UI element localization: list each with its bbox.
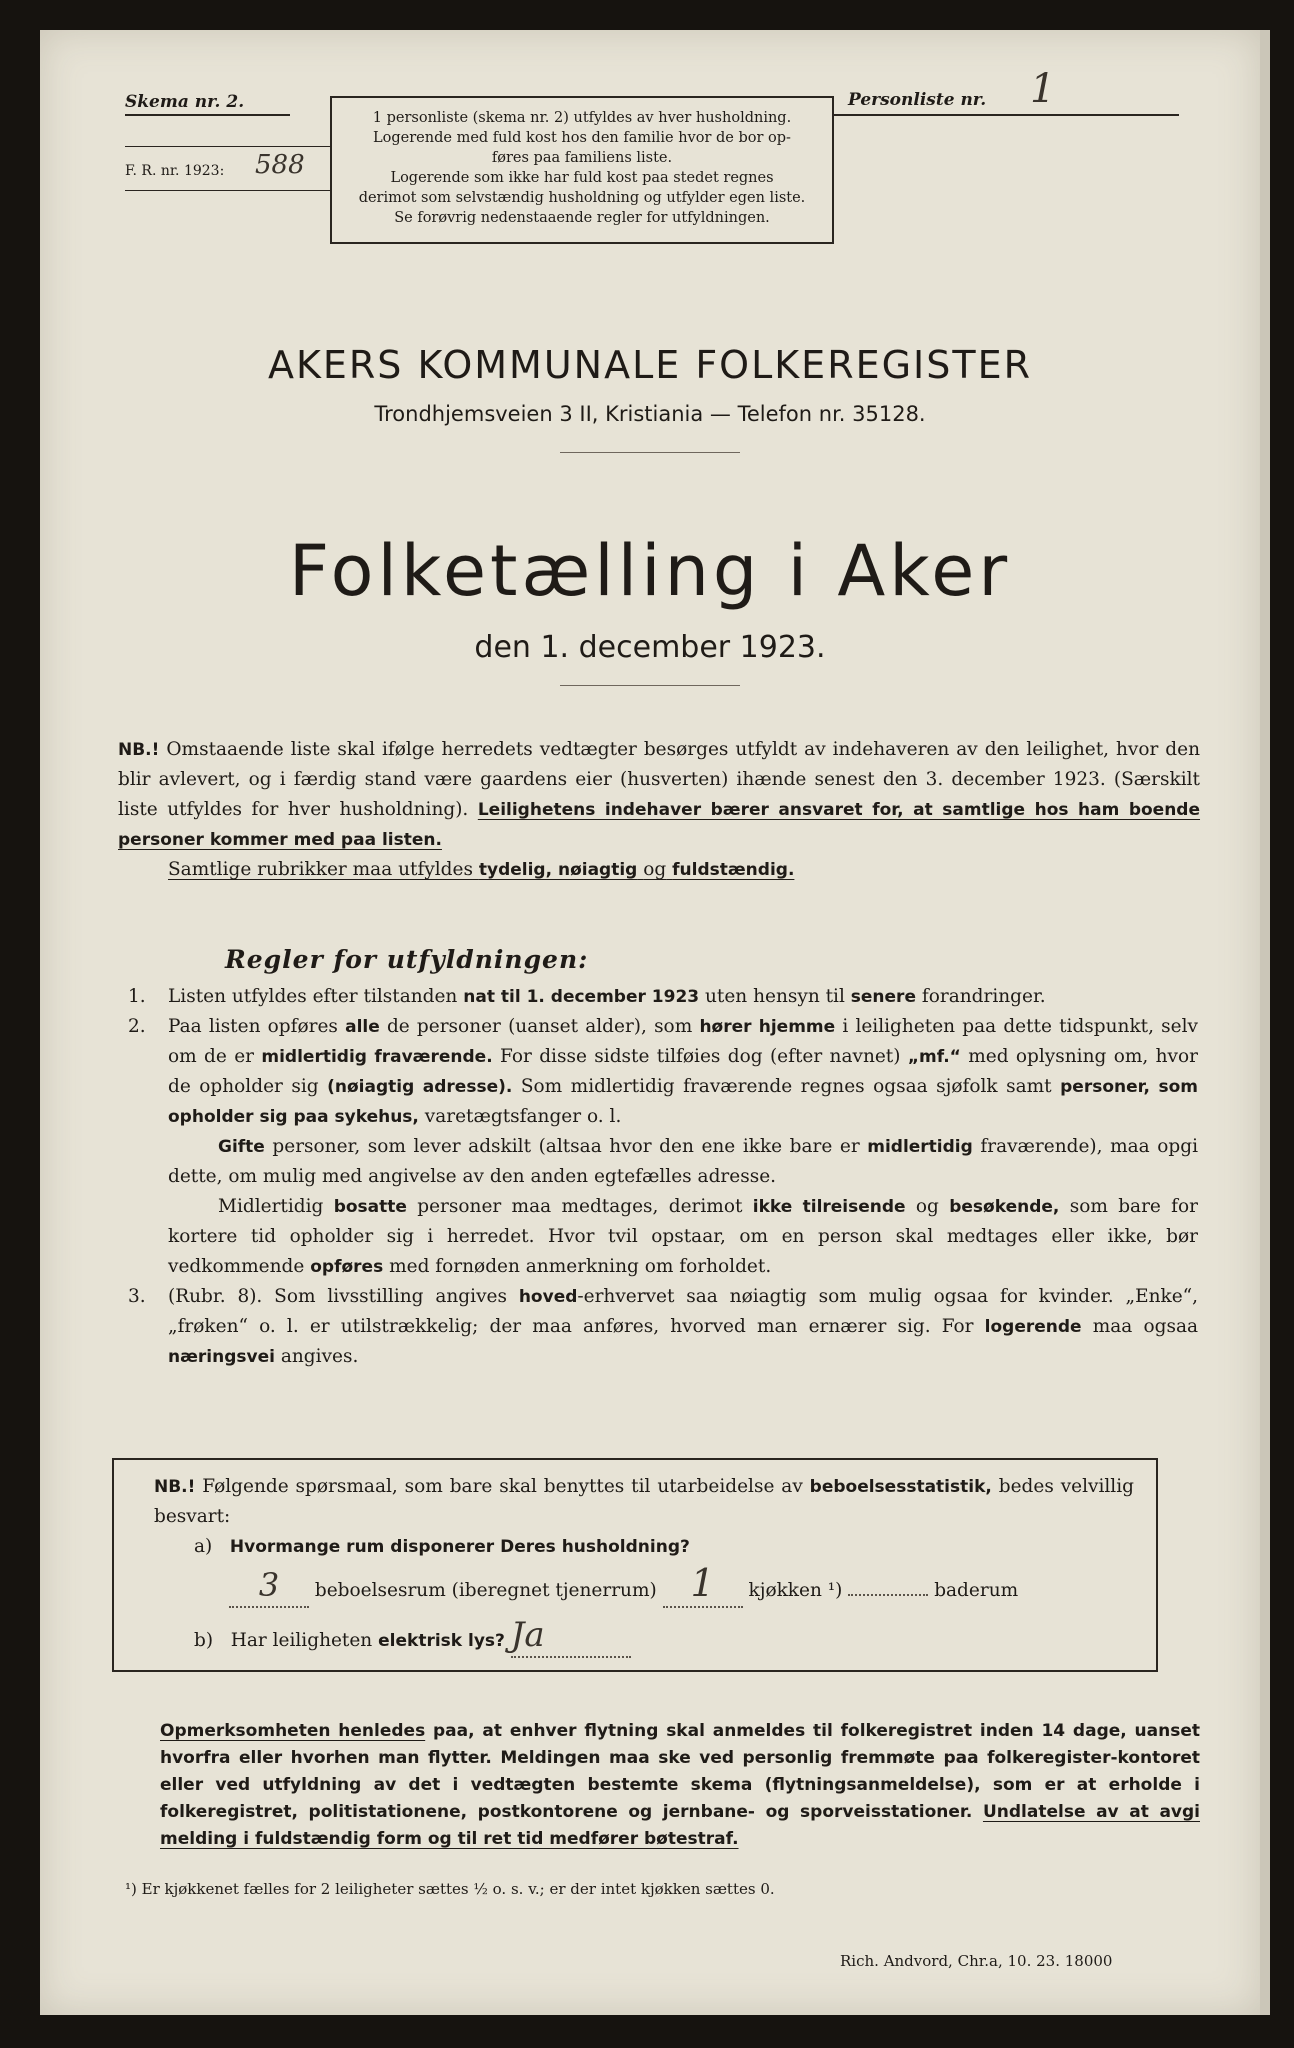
rule-3: 3. (Rubr. 8). Som livsstilling angives hoved-erhvervet saa nøiagtig som mulig ogsaa for kvinder. „Enke“, „frøken“ o. l. er utilstrækkelig; der maa anføres, hvorved man ernærer sig. For logerende maa ogsaa næringsvei angives. [128,1286,1199,1367]
skema-underline [125,114,290,116]
rules-list [128,982,1198,1372]
personliste-label: Personliste nr. [848,90,987,110]
personliste-number-handwritten: 1 [1030,66,1056,112]
nb2-intro: NB.! Følgende spørsmaal, som bare skal benyttes til utarbeidelse av beboelsesstatistik, bedes velvillig besvart: [154,1476,1134,1527]
skema-separator [125,146,330,147]
box-line-5: derimot som selvstændig husholdning og utfylder egen liste. [358,190,806,206]
census-date: den 1. december 1923. [474,630,826,665]
moving-notice: Opmerksomheten henledes paa, at enhver flytning skal anmeldes til folkeregistret inden 14 dage, uanset hvorfra eller hvorhen man flytter. Meldingen maa ske ved personlig fremmøte paa folkeregister-kontoret eller ved utfyldning av det i vedtægten bestemte skema (flytningsanmeldelse), som er at erholde i folkeregistret, politistationene, postkontorene og jernbane- og sporveisstationer. Undlatelse av at avgi melding i fuldstændig form og til ret tid medfører bøtestraf. [160,1721,1200,1849]
title-divider-1 [560,452,740,453]
fr-separator [125,190,330,191]
page-title: Folketælling i Aker [288,530,1012,612]
nb1-bold-b: fuldstændig. [672,860,795,880]
title-divider-2 [560,685,740,686]
printer-line: Rich. Andvord, Chr.a, 10. 23. 18000 [840,1952,1113,1970]
nb1-bold-a: tydelig, nøiagtig [478,860,638,880]
footnote: ¹) Er kjøkkenet fælles for 2 leiligheter sættes ½ o. s. v.; er der intet kjøkken sættes 0. [125,1880,775,1898]
box-line-4: Logerende som ikke har fuld kost paa stedet regnes [390,170,774,186]
fr-number-handwritten: 588 [255,150,305,180]
kitchen-value-handwritten[interactable]: 1 [690,1561,715,1605]
office-name: AKERS KOMMUNALE FOLKEREGISTER [267,343,1033,387]
household-instructions-box [330,96,834,244]
rooms-answer-line [229,1561,1129,1608]
nb1-text-1: Omstaaende liste skal ifølge herredets vedtægter besørges utfyldt av indehaveren av den leilighet, hvor den blir avlevert, og i færdig stand være gaardens eier (husverten) ihænde senest den 3. december 1923. (Særskilt liste utfyldes for hver husholdning). [118,739,1200,820]
nb-label: NB.! [118,740,160,760]
personliste-underline [834,114,1179,116]
box-line-3: føres paa familiens liste. [491,150,673,166]
box-line-6: Se forøvrig nedenstaaende regler for utfyldningen. [394,210,770,226]
office-address: Trondhjemsveien 3 II, Kristiania — Telefon nr. 35128. [374,402,926,426]
box-line-2: Logerende med fuld kost hos den familie hvor de bor op- [373,130,791,146]
nb1-responsibility: Leilighetens indehaver bærer ansvaret for, at samtlige hos ham boende personer kommer med paa listen. [118,800,1201,850]
rooms-value-handwritten[interactable]: 3 [258,1566,280,1604]
rules-heading: Regler for utfyldningen: [225,945,589,974]
question-a: a) Hvormange rum disponerer Deres husholdning? [194,1536,690,1557]
rooms-label: beboelsesrum (iberegnet tjenerrum) [314,1580,657,1601]
kitchen-label: kjøkken ¹) [748,1580,843,1601]
census-form-page [40,30,1260,2015]
question-b: b) Har leiligheten elektrisk lys? Ja [194,1620,631,1658]
rule-2: 2. Paa listen opføres alle de personer (uanset alder), som hører hjemme i leiligheten paa dette tidspunkt, selv om de er midlertidig fraværende. For disse sidste tilføies dog (efter navnet) „mf.“ med oplysning om, hvor de opholder sig (nøiagtig adresse). Som midlertidig fraværende regnes ogsaa sjøfolk samt personer, som opholder sig paa sykehus, varetægtsfanger o. l. Gifte personer, som lever adskilt (altsaa hvor den ene ikke bare er midlertidig fraværende), maa opgi dette, om mulig med angivelse av den anden egtefælles adresse. Midlertidig bosatte personer maa medtages, derimot ikke tilreisende og besøkende, som bare for kortere tid opholder sig i herredet. Hvor tvil opstaar, om en person skal medtages eller ikke, bør vedkommende opføres med fornøden anmerkning om forholdet. [128,1016,1199,1277]
bath-label: baderum [934,1580,1019,1601]
electric-light-answer-handwritten[interactable]: Ja [510,1615,545,1655]
housing-statistics-box [112,1458,1158,1672]
nb1-text-2: Samtlige rubrikker maa utfyldes tydelig, nøiagtig og fuldstændig. [168,859,795,880]
skema-label: Skema nr. 2. [125,92,245,112]
fr-number-label: F. R. nr. 1923: [125,163,225,179]
rule-1: 1. Listen utfyldes efter tilstanden nat til 1. december 1923 uten hensyn til senere forandringer. [128,986,1046,1007]
box-line-1: 1 personliste (skema nr. 2) utfyldes av hver husholdning. [372,110,792,126]
nb-paragraph-1 [118,735,1200,885]
